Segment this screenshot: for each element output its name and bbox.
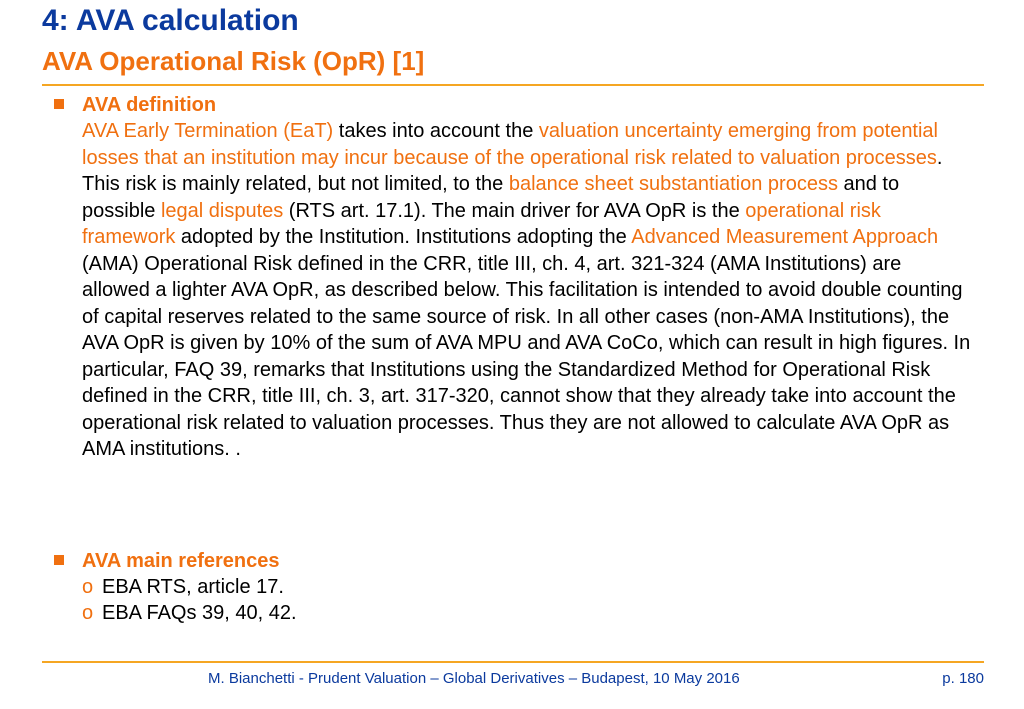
definition-segment: (AMA) Operational Risk defined in the CRR, title III, ch. 4, art. 321-324 (AMA Institutions) are allowed a lighter AVA OpR, as described below. This facilitation is intended to avoid double counting of capital reserves related to the same source of risk. In all other cases (non-AMA Institutions), the AVA OpR is given by 10% of the sum of AVA MPU and AVA CoCo, which can result in high figures. In particular, FAQ 39, remarks that Institutions using the Standardized Method for Operational Risk defined in the CRR, title III, ch. 3, art. 317-320, cannot show that they already take into account the operational risk related to valuation processes. Thus they are not allowed to calculate AVA OpR as AMA institutions. .	[82, 252, 971, 460]
definition-section	[54, 92, 984, 463]
reference-text: EBA RTS, article 17.	[102, 576, 284, 598]
references-bullet-row	[54, 548, 984, 574]
definition-segment: (RTS art. 17.1). The main driver for AVA OpR is the	[283, 199, 746, 222]
reference-item	[82, 574, 984, 600]
definition-bullet-row	[54, 92, 984, 118]
definition-segment: valuation uncertainty emerging from potential losses that an institution may incur because of the operational risk related to valuation processes	[82, 120, 939, 169]
definition-segment: and to possible	[82, 173, 900, 222]
header-divider	[42, 84, 984, 86]
definition-segment: takes into account the	[333, 120, 539, 142]
slide-title: 4: AVA calculation	[42, 4, 299, 37]
definition-segment: AVA Early Termination (EaT)	[82, 120, 334, 142]
definition-segment: adopted by the Institution. Institutions adopting the	[175, 226, 632, 248]
footer	[42, 670, 984, 694]
footer-citation: M. Bianchetti - Prudent Valuation – Global Derivatives – Budapest, 10 May 2016	[208, 670, 740, 687]
references-heading: AVA main references	[82, 550, 280, 572]
reference-item	[82, 600, 984, 626]
definition-segment: Advanced Measurement Approach	[631, 226, 939, 248]
slide-subtitle: AVA Operational Risk (OpR) [1]	[42, 46, 425, 76]
definition-segment: legal disputes	[160, 199, 284, 222]
references-section	[54, 548, 984, 626]
definition-segment: operational risk framework	[82, 199, 881, 248]
page-number: p. 180	[942, 670, 984, 687]
square-bullet-icon	[54, 555, 64, 565]
square-bullet-icon	[54, 99, 64, 109]
circle-marker-icon: o	[82, 602, 94, 624]
footer-divider	[42, 661, 984, 663]
circle-marker-icon: o	[82, 576, 94, 598]
reference-text: EBA FAQs 39, 40, 42.	[102, 602, 297, 624]
definition-segment: balance sheet substantiation process	[508, 173, 838, 195]
definition-segment: . This risk is mainly related, but not limited, to the	[82, 146, 943, 195]
definition-body	[82, 118, 972, 463]
definition-heading: AVA definition	[82, 94, 217, 116]
